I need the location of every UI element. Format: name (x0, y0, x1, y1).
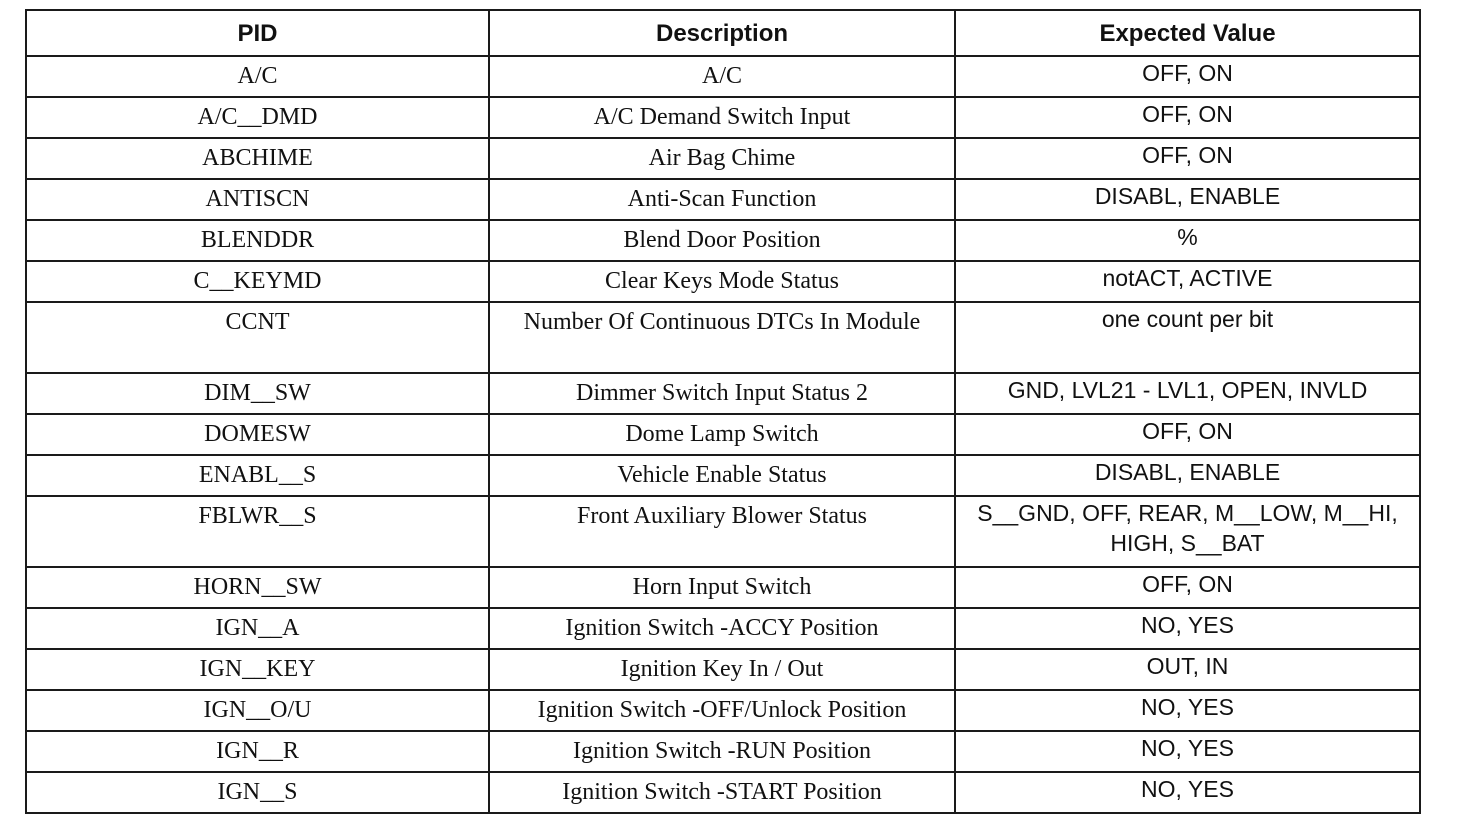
description-cell: Blend Door Position (489, 220, 955, 261)
pid-cell: ENABL__S (26, 455, 489, 496)
header-row (26, 10, 1420, 56)
description-cell: Ignition Switch -RUN Position (489, 731, 955, 772)
table-row (26, 496, 1420, 567)
header-pid: PID (26, 10, 489, 56)
expected-value-cell: NO, YES (955, 772, 1420, 813)
pid-cell: A/C__DMD (26, 97, 489, 138)
expected-value-cell: DISABL, ENABLE (955, 455, 1420, 496)
description-cell: Anti-Scan Function (489, 179, 955, 220)
description-cell: Vehicle Enable Status (489, 455, 955, 496)
description-cell: A/C (489, 56, 955, 97)
pid-cell: A/C (26, 56, 489, 97)
table-row (26, 608, 1420, 649)
table-row (26, 220, 1420, 261)
expected-value-cell: OFF, ON (955, 97, 1420, 138)
expected-value-cell: DISABL, ENABLE (955, 179, 1420, 220)
expected-value-cell: OFF, ON (955, 138, 1420, 179)
expected-value-cell: S__GND, OFF, REAR, M__LOW, M__HI, HIGH, S__BAT (955, 496, 1420, 567)
pid-cell: HORN__SW (26, 567, 489, 608)
pid-cell: FBLWR__S (26, 496, 489, 567)
expected-value-cell: notACT, ACTIVE (955, 261, 1420, 302)
pid-cell: C__KEYMD (26, 261, 489, 302)
expected-value-cell: NO, YES (955, 690, 1420, 731)
expected-value-cell: % (955, 220, 1420, 261)
description-cell: Ignition Switch -ACCY Position (489, 608, 955, 649)
expected-value-cell: OFF, ON (955, 414, 1420, 455)
description-cell: Number Of Continuous DTCs In Module (489, 302, 955, 373)
pid-cell: ABCHIME (26, 138, 489, 179)
pid-cell: IGN__KEY (26, 649, 489, 690)
pid-cell: DOMESW (26, 414, 489, 455)
description-cell: Air Bag Chime (489, 138, 955, 179)
table-row (26, 261, 1420, 302)
table-row (26, 97, 1420, 138)
expected-value-cell: NO, YES (955, 608, 1420, 649)
table-row (26, 649, 1420, 690)
expected-value-cell: OFF, ON (955, 567, 1420, 608)
expected-value-cell: NO, YES (955, 731, 1420, 772)
table-row (26, 772, 1420, 813)
expected-value-cell: one count per bit (955, 302, 1420, 373)
pid-cell: IGN__R (26, 731, 489, 772)
description-cell: Ignition Key In / Out (489, 649, 955, 690)
table-row (26, 56, 1420, 97)
pid-cell: DIM__SW (26, 373, 489, 414)
description-cell: Ignition Switch -OFF/Unlock Position (489, 690, 955, 731)
pid-table (25, 9, 1421, 814)
expected-value-cell: OUT, IN (955, 649, 1420, 690)
table-row (26, 179, 1420, 220)
pid-cell: CCNT (26, 302, 489, 373)
pid-cell: IGN__A (26, 608, 489, 649)
header-description: Description (489, 10, 955, 56)
table-row (26, 414, 1420, 455)
description-cell: Dome Lamp Switch (489, 414, 955, 455)
header-expected-value: Expected Value (955, 10, 1420, 56)
pid-cell: IGN__O/U (26, 690, 489, 731)
description-cell: Ignition Switch -START Position (489, 772, 955, 813)
table-row (26, 567, 1420, 608)
description-cell: A/C Demand Switch Input (489, 97, 955, 138)
table-row (26, 302, 1420, 373)
description-cell: Horn Input Switch (489, 567, 955, 608)
table-row (26, 690, 1420, 731)
table-row (26, 731, 1420, 772)
table-row (26, 138, 1420, 179)
description-cell: Clear Keys Mode Status (489, 261, 955, 302)
expected-value-cell: GND, LVL21 - LVL1, OPEN, INVLD (955, 373, 1420, 414)
description-cell: Dimmer Switch Input Status 2 (489, 373, 955, 414)
expected-value-cell: OFF, ON (955, 56, 1420, 97)
pid-cell: BLENDDR (26, 220, 489, 261)
pid-cell: IGN__S (26, 772, 489, 813)
pid-cell: ANTISCN (26, 179, 489, 220)
table-row (26, 455, 1420, 496)
table-row (26, 373, 1420, 414)
description-cell: Front Auxiliary Blower Status (489, 496, 955, 567)
